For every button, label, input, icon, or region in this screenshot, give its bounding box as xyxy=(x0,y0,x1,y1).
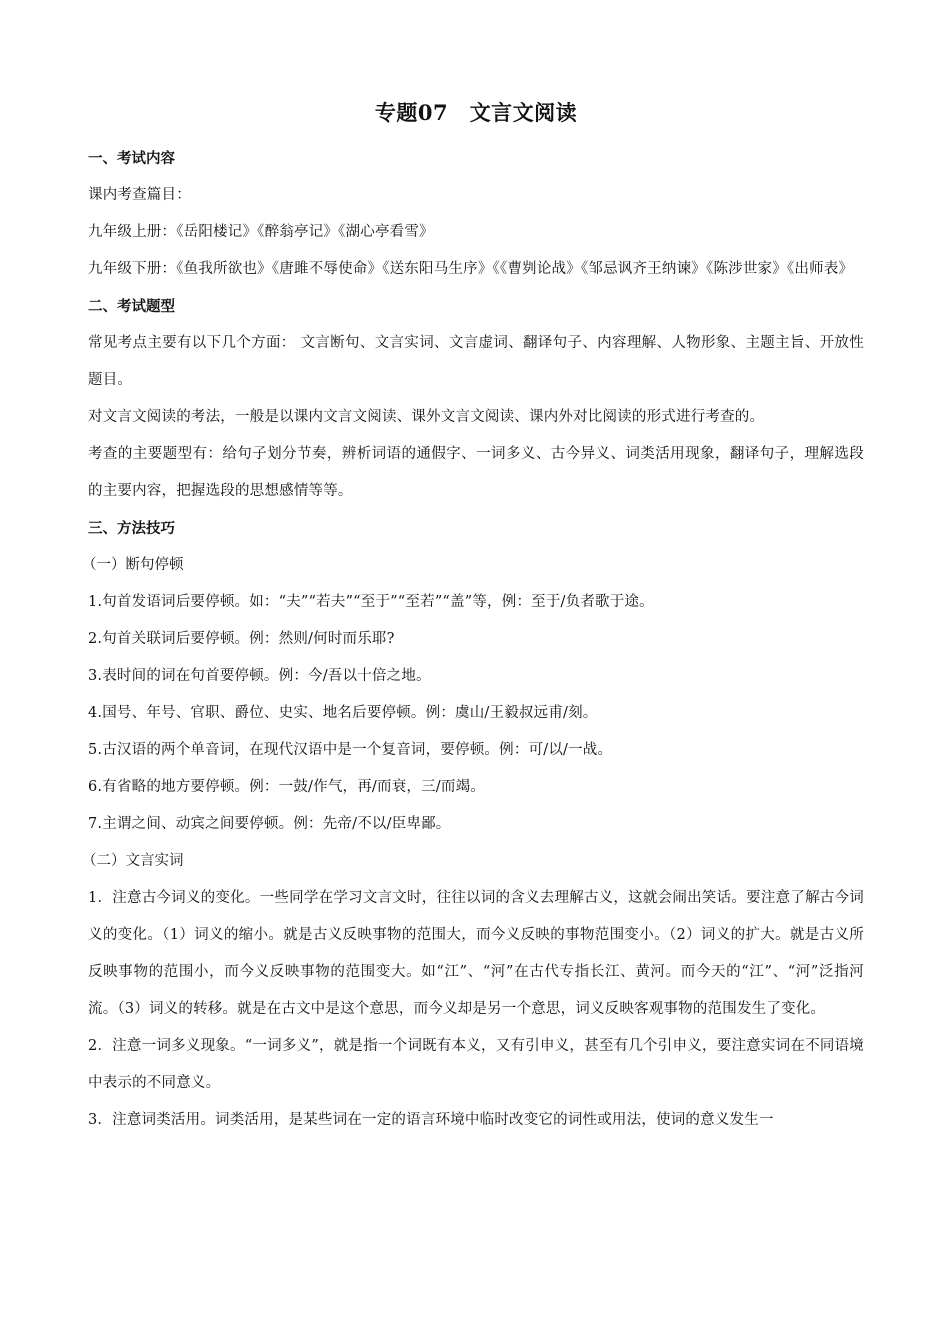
page-title: 专题07 文言文阅读 xyxy=(374,100,578,125)
paragraph: 考查的主要题型有：给句子划分节奏，辨析词语的通假字、一词多义、古今异义、词类活用现象，翻译句子，理解选段的主要内容，把握选段的思想感情等等。 xyxy=(88,446,864,499)
document-page xyxy=(82,96,864,1139)
paragraph: 九年级上册：《岳阳楼记》《醉翁亭记》《湖心亭看雪》 xyxy=(88,224,434,240)
section-heading-exam-content: 一、考试内容 xyxy=(88,150,175,167)
list-item: 2.句首关联词后要停顿。例：然则/何时而乐耶? xyxy=(88,631,395,647)
paragraph: 常见考点主要有以下几个方面： 文言断句、文言实词、文言虚词、翻译句子、内容理解、人物形象、主题主旨、开放性题目。 xyxy=(88,335,864,388)
list-item: 5.古汉语的两个单音词，在现代汉语中是一个复音词，要停顿。例：可/以/一战。 xyxy=(88,742,613,758)
subsection-heading-sentence-break: （一）断句停顿 xyxy=(82,557,184,573)
paragraph: 对文言文阅读的考法，一般是以课内文言文阅读、课外文言文阅读、课内外对比阅读的形式进行考查的。 xyxy=(88,409,765,425)
paragraph: 九年级下册：《鱼我所欲也》《唐雎不辱使命》《送东阳马生序》《《曹刿论战》《邹忌讽齐王纳谏》《陈涉世家》《出师表》 xyxy=(88,261,854,277)
list-item: 6.有省略的地方要停顿。例：一鼓/作气，再/而衰，三/而竭。 xyxy=(88,779,485,795)
section-heading-exam-types: 二、考试题型 xyxy=(88,298,175,315)
list-item: 7.主谓之间、动宾之间要停顿。例：先帝/不以/臣卑鄙。 xyxy=(88,816,451,832)
list-item: 3.表时间的词在句首要停顿。例：今/吾以十倍之地。 xyxy=(88,668,431,684)
list-item: 4.国号、年号、官职、爵位、史实、地名后要停顿。例：虞山/王毅叔远甫/刻。 xyxy=(88,705,598,721)
list-item: 1.句首发语词后要停顿。如：“夫”“若夫”“至于”“至若”“盖”等，例：至于/负者歌于途。 xyxy=(88,594,654,610)
subsection-heading-content-words: （二）文言实词 xyxy=(82,853,184,869)
list-item: 1．注意古今词义的变化。一些同学在学习文言文时，往往以词的含义去理解古义，这就会闹出笑话。要注意了解古今词义的变化。（1）词义的缩小。就是古义反映事物的范围大，而今义反映的事物范围变小。（2）词义的扩大。就是古义所反映事物的范围小，而今义反映事物的范围变大。如“江”、“河”在古代专指长江、黄河。而今天的“江”、“河”泛指河流。（3）词义的转移。就是在古文中是这个意思，而今义却是另一个意思，词义反映客观事物的范围发生了变化。 xyxy=(88,890,864,1017)
paragraph: 课内考查篇目： xyxy=(88,187,191,203)
section-heading-methods: 三、方法技巧 xyxy=(88,520,175,537)
list-item: 2．注意一词多义现象。“一词多义”，就是指一个词既有本义，又有引申义，甚至有几个引申义，要注意实词在不同语境中表示的不同意义。 xyxy=(88,1038,864,1091)
list-item: 3．注意词类活用。词类活用，是某些词在一定的语言环境中临时改变它的词性或用法，使词的意义发生一 xyxy=(88,1112,774,1128)
